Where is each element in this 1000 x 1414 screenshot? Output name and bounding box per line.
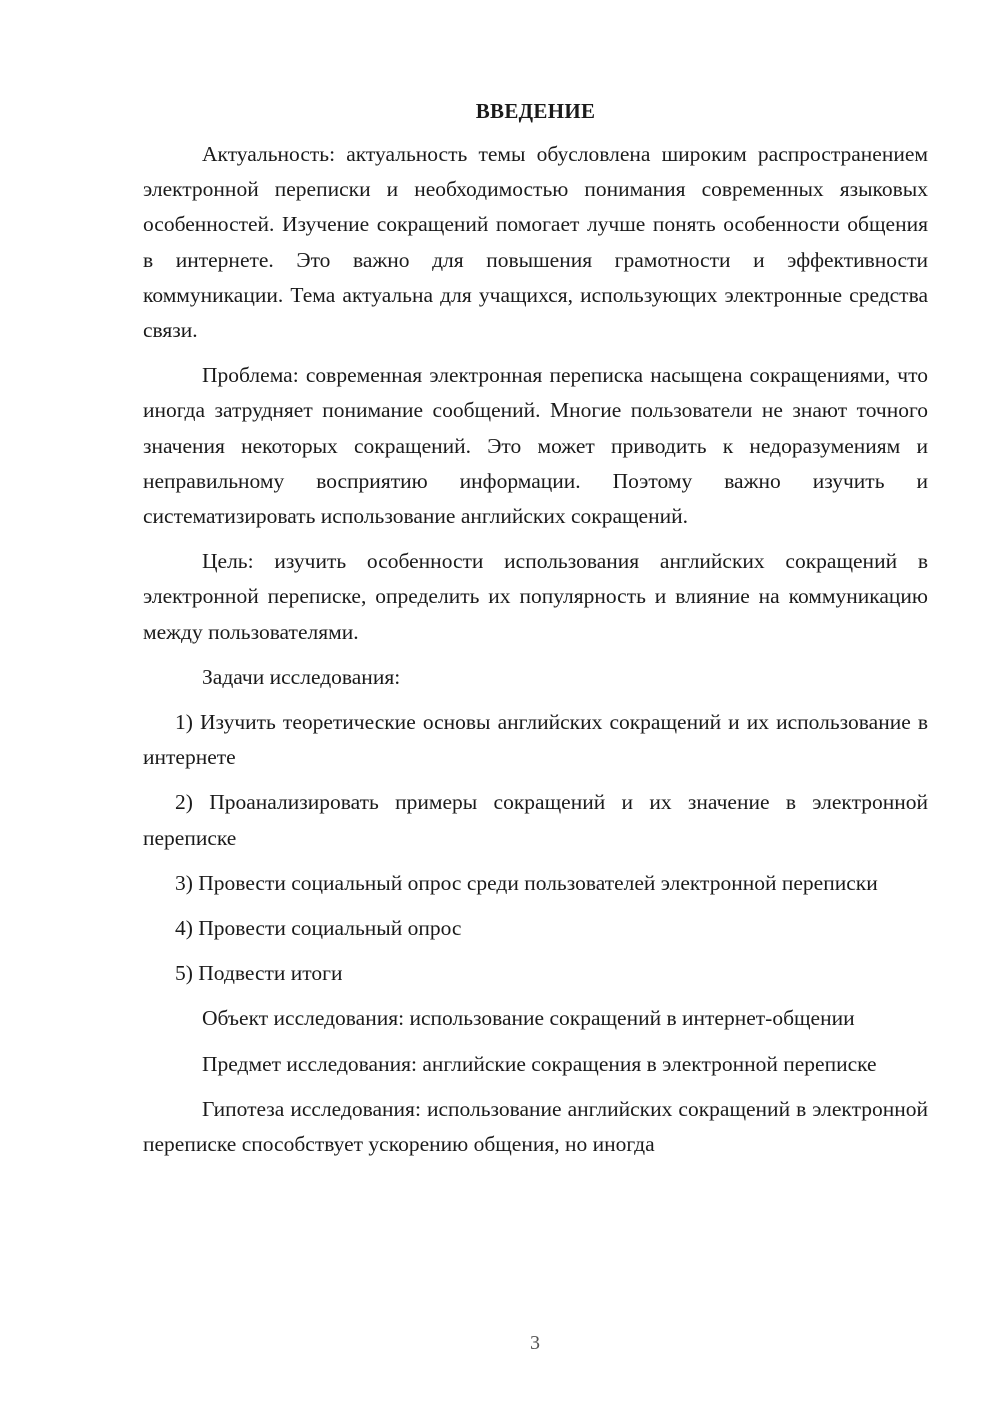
- paragraph-object: Объект исследования: использование сокращений в интернет-общении: [202, 1006, 855, 1031]
- paragraph-subject: Предмет исследования: английские сокращения в электронной переписке: [202, 1051, 877, 1076]
- page-number: 3: [530, 1332, 540, 1354]
- document-page: [143, 94, 928, 1172]
- paragraph-goal: Цель: изучить особенности использования английских сокращений в электронной переписке, определить их популярность и влияние на коммуникацию между пользователями.: [143, 549, 928, 644]
- task-item-5: 5) Подвести итоги: [175, 961, 343, 986]
- paragraph-problem: Проблема: современная электронная переписка насыщена сокращениями, что иногда затрудняет понимание сообщений. Многие пользователи не знают точного значения некоторых сокращений. Это может приводить к недоразумениям и неправильному восприятию информации. Поэтому важно изучить и систематизировать использование английских сокращений.: [143, 363, 928, 529]
- task-item-4: 4) Провести социальный опрос: [175, 916, 462, 941]
- task-item-1: 1) Изучить теоретические основы английских сокращений и их использование в интернете: [143, 710, 928, 770]
- section-title: ВВЕДЕНИЕ: [475, 99, 596, 123]
- paragraph-tasks-heading: Задачи исследования:: [202, 664, 401, 689]
- paragraph-relevance: Актуальность: актуальность темы обусловлена широким распространением электронной переписки и необходимостью понимания современных языковых особенностей. Изучение сокращений помогает лучше понять особенности общения в интернете. Это важно для повышения грамотности и эффективности коммуникации. Тема актуальна для учащихся, использующих электронные средства связи.: [143, 142, 928, 343]
- paragraph-hypothesis: Гипотеза исследования: использование английских сокращений в электронной переписке способствует ускорению общения, но иногда: [143, 1096, 928, 1157]
- task-item-2: 2) Проанализировать примеры сокращений и их значение в электронной переписке: [143, 790, 928, 850]
- task-item-3: 3) Провести социальный опрос среди пользователей электронной переписки: [175, 870, 878, 895]
